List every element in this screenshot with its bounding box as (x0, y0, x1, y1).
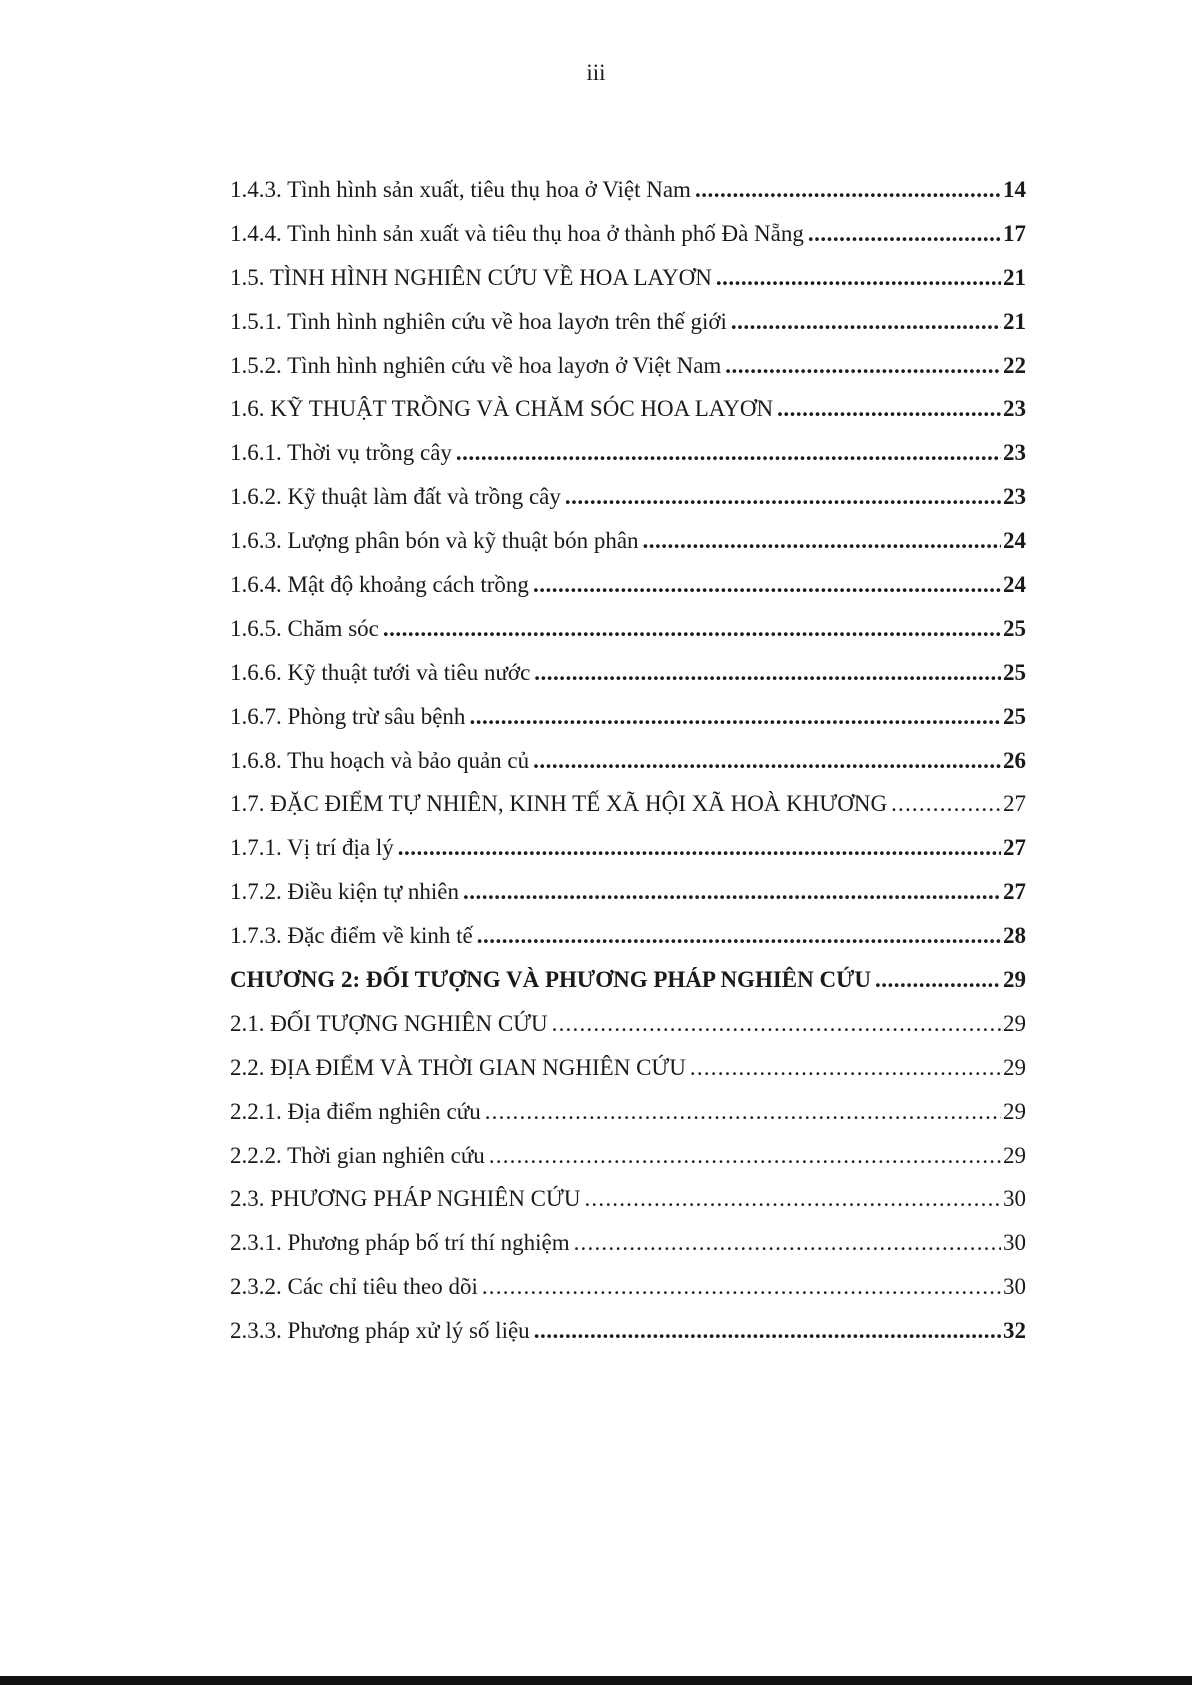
bottom-border-bar (0, 1676, 1192, 1685)
toc-entry[interactable] (230, 1184, 1026, 1228)
toc-entry-title: 2.3.3. Phương pháp xử lý số liệu (230, 1318, 530, 1344)
toc-entry-page: 27 (1003, 835, 1026, 861)
toc-entry[interactable] (230, 1053, 1026, 1097)
toc-entry-page: 14 (1003, 177, 1026, 202)
toc-entry-page: 29 (1003, 1098, 1026, 1124)
toc-dot-leader (875, 965, 1001, 995)
toc-entry-page: 27 (1003, 791, 1026, 817)
toc-entry[interactable] (230, 746, 1026, 790)
toc-entry[interactable] (230, 833, 1026, 877)
toc-entry-page: 30 (1003, 1186, 1026, 1212)
toc-entry-title: 1.5. TÌNH HÌNH NGHIÊN CỨU VỀ HOA LAYƠN (230, 264, 712, 290)
toc-entry-page: 23 (1003, 440, 1026, 466)
toc-dot-leader (469, 702, 1001, 732)
toc-dot-leader (777, 394, 1001, 424)
toc-entry-title: 1.6.4. Mật độ khoảng cách trồng (230, 572, 529, 598)
toc-entry-page: 26 (1003, 747, 1026, 773)
toc-entry-title: 1.4.3. Tình hình sản xuất, tiêu thụ hoa ở Việt Nam (230, 177, 691, 202)
toc-entry[interactable] (230, 614, 1026, 658)
toc-entry-title: 2.3.1. Phương pháp bố trí thí nghiệm (230, 1230, 570, 1256)
toc-dot-leader (891, 789, 1001, 819)
toc-entry-title: 1.6.6. Kỹ thuật tưới và tiêu nước (230, 659, 531, 685)
page-number: iii (586, 60, 606, 85)
toc-entry-title: 1.6.8. Thu hoạch và bảo quản củ (230, 747, 530, 773)
toc-dot-leader (489, 1141, 1001, 1171)
toc-dot-leader (643, 526, 1001, 556)
toc-dot-leader (731, 307, 1001, 337)
toc-entry-title: 1.6. KỸ THUẬT TRỒNG VÀ CHĂM SÓC HOA LAYƠN (230, 396, 774, 422)
toc-entry[interactable] (230, 394, 1026, 438)
toc-entry-title: 1.5.2. Tình hình nghiên cứu về hoa layơn ở Việt Nam (230, 352, 722, 378)
toc-entry-page: 17 (1003, 220, 1026, 246)
toc-entry-title: 2.1. ĐỐI TƯỢNG NGHIÊN CỨU (230, 1010, 548, 1036)
toc-entry-page: 22 (1003, 352, 1026, 378)
toc-entry[interactable] (230, 1316, 1026, 1360)
toc-dot-leader (456, 438, 1001, 468)
toc-dot-leader (552, 1009, 1001, 1039)
toc-dot-leader (398, 833, 1001, 863)
toc-entry-page: 21 (1003, 264, 1026, 290)
toc-entry-title: 1.6.5. Chăm sóc (230, 615, 379, 641)
toc-entry[interactable] (230, 658, 1026, 702)
toc-entry-page: 30 (1003, 1230, 1026, 1256)
toc-entry-page: 32 (1003, 1318, 1026, 1344)
toc-entry-page: 23 (1003, 396, 1026, 422)
toc-entry[interactable] (230, 1097, 1026, 1141)
toc-entry[interactable] (230, 307, 1026, 351)
toc-entry[interactable] (230, 438, 1026, 482)
toc-entry[interactable] (230, 570, 1026, 614)
toc-dot-leader (690, 1053, 1001, 1083)
toc-entry-title: 1.7.2. Điều kiện tự nhiên (230, 879, 460, 905)
toc-entry-title: 1.6.2. Kỹ thuật làm đất và trồng cây (230, 484, 561, 510)
toc-entry-page: 29 (1003, 1054, 1026, 1080)
toc-entry-title: CHƯƠNG 2: ĐỐI TƯỢNG VÀ PHƯƠNG PHÁP NGHIÊN CỨU (230, 967, 872, 993)
toc-dot-leader (574, 1228, 1001, 1258)
toc-entry[interactable] (230, 1141, 1026, 1185)
toc-entry[interactable] (230, 351, 1026, 395)
toc-entry[interactable] (230, 526, 1026, 570)
toc-entry-page: 24 (1003, 572, 1026, 598)
toc-entry[interactable] (230, 877, 1026, 921)
table-of-contents (230, 175, 1026, 1360)
toc-entry-page: 29 (1003, 1142, 1026, 1168)
toc-entry-title: 2.2. ĐỊA ĐIỂM VÀ THỜI GIAN NGHIÊN CỨU (230, 1054, 686, 1080)
toc-entry[interactable] (230, 1272, 1026, 1316)
toc-entry-page: 25 (1003, 703, 1026, 729)
toc-entry-title: 1.6.1. Thời vụ trồng cây (230, 440, 452, 466)
toc-dot-leader (584, 1184, 1001, 1214)
toc-dot-leader (383, 614, 1001, 644)
toc-entry[interactable] (230, 1228, 1026, 1272)
toc-entry-page: 23 (1003, 484, 1026, 510)
toc-entry-title: 1.4.4. Tình hình sản xuất và tiêu thụ hoa ở thành phố Đà Nẵng (230, 220, 804, 246)
toc-entry[interactable] (230, 702, 1026, 746)
toc-dot-leader (533, 570, 1001, 600)
toc-dot-leader (485, 1097, 1001, 1127)
toc-entry-title: 2.3.2. Các chỉ tiêu theo dõi (230, 1274, 478, 1300)
toc-dot-leader (463, 877, 1001, 907)
toc-entry[interactable] (230, 789, 1026, 833)
toc-entry-title: 1.7. ĐẶC ĐIỂM TỰ NHIÊN, KINH TẾ XÃ HỘI XÃ HOÀ KHƯƠNG (230, 791, 888, 817)
toc-entry-page: 30 (1003, 1274, 1026, 1300)
toc-entry-page: 25 (1003, 615, 1026, 641)
toc-dot-leader (716, 263, 1001, 293)
toc-entry-title: 2.2.1. Địa điểm nghiên cứu (230, 1098, 481, 1124)
toc-entry-chapter[interactable] (230, 965, 1026, 1009)
toc-entry-title: 1.6.3. Lượng phân bón và kỹ thuật bón phân (230, 528, 639, 554)
toc-entry-page: 28 (1003, 923, 1026, 949)
toc-entry[interactable] (230, 175, 1026, 219)
toc-entry-page: 25 (1003, 659, 1026, 685)
toc-dot-leader (534, 658, 1001, 688)
toc-dot-leader (695, 175, 1001, 205)
toc-entry-title: 1.7.1. Vị trí địa lý (230, 835, 394, 861)
toc-entry-title: 1.5.1. Tình hình nghiên cứu về hoa layơn trên thế giới (230, 308, 727, 334)
toc-entry-title: 1.7.3. Đặc điểm về kinh tế (230, 923, 473, 949)
toc-entry-page: 27 (1003, 879, 1026, 905)
toc-dot-leader (565, 482, 1001, 512)
toc-dot-leader (534, 1316, 1001, 1346)
toc-dot-leader (477, 921, 1001, 951)
toc-entry[interactable] (230, 921, 1026, 965)
toc-entry-page: 24 (1003, 528, 1026, 554)
toc-entry-page: 21 (1003, 308, 1026, 334)
toc-entry[interactable] (230, 1009, 1026, 1053)
toc-entry-title: 1.6.7. Phòng trừ sâu bệnh (230, 703, 466, 729)
toc-entry-title: 2.2.2. Thời gian nghiên cứu (230, 1142, 485, 1168)
toc-entry-page: 29 (1003, 1010, 1026, 1036)
toc-dot-leader (725, 351, 1001, 381)
toc-dot-leader (533, 746, 1001, 776)
toc-entry-title: 2.3. PHƯƠNG PHÁP NGHIÊN CỨU (230, 1186, 581, 1212)
toc-entry[interactable] (230, 482, 1026, 526)
toc-dot-leader (808, 219, 1001, 249)
toc-dot-leader (482, 1272, 1001, 1302)
toc-entry[interactable] (230, 263, 1026, 307)
toc-entry-page: 29 (1003, 967, 1026, 993)
toc-entry[interactable] (230, 219, 1026, 263)
